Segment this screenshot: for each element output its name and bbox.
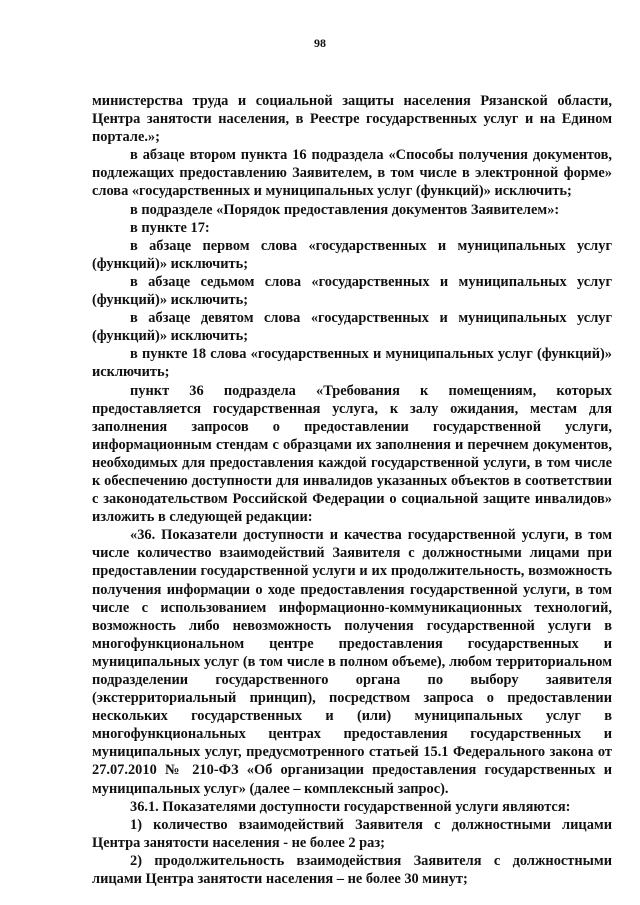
paragraph: в подразделе «Порядок предоставления документов Заявителем»:: [130, 201, 560, 218]
page-number: 98: [314, 36, 326, 50]
paragraph: в пункте 17:: [130, 219, 210, 236]
document-body: [92, 92, 612, 888]
paragraph: в абзаце девятом слова «государственных и муниципальных услуг (функций)» исключить;: [92, 310, 612, 345]
paragraph: 1) количество взаимодействий Заявителя с должностными лицами Центра занятости населения - не более 2 раз;: [92, 816, 612, 851]
paragraph: в абзаце первом слова «государственных и муниципальных услуг (функций)» исключить;: [92, 237, 612, 272]
paragraph: 36.1. Показателями доступности государственной услуги являются:: [130, 798, 571, 815]
paragraph: 2) продолжительность взаимодействия Заявителя с должностными лицами Центра занятости населения – не более 30 минут;: [92, 852, 612, 888]
paragraph: в абзаце втором пункта 16 подраздела «Способы получения документов, подлежащих предоставлению Заявителем, в том числе в электронной форме» слова «государственных и муниципальных услуг (функций)» исключить;: [92, 147, 612, 200]
paragraph: пункт 36 подраздела «Требования к помещениям, которых предоставляется государственная услуга, к залу ожидания, местам для заполнения запросов о предоставлении государственной услуги, информационным стендам с образцами их заполнения и перечнем документов, необходимых для предоставления каждой государственной услуги, в том числе к обеспечению доступности для инвалидов указанных объектов в соответствии с законодательством Российской Федерации о социальной защите инвалидов» изложить в следующей редакции:: [92, 382, 612, 526]
paragraph: в пункте 18 слова «государственных и муниципальных услуг (функций)» исключить;: [92, 346, 612, 381]
paragraph: «36. Показатели доступности и качества государственной услуги, в том числе количество взаимодействий Заявителя с должностными лицами при предоставлении государственной услуги и их продолжительность, возможность получения информации о ходе предоставления государственной услуги, в том числе с использованием информационно-коммуникационных технологий, возможность либо невозможность получения государственной услуги в многофункциональном центре предоставления государственных и муниципальных услуг (в том числе в полном объеме), любом территориальном подразделении государственного органа по выбору заявителя (экстерриториальный принцип), посредством запроса о предоставлении нескольких государственных и (или) муниципальных услуг в многофункциональных центрах предоставления государственных и муниципальных услуг, предусмотренного статьей 15.1 Федерального закона от 27.07.2010 № 210-ФЗ «Об организации предоставления государственных и муниципальных услуг» (далее – комплексный запрос).: [92, 527, 612, 797]
paragraph: в абзаце седьмом слова «государственных и муниципальных услуг (функций)» исключить;: [92, 273, 612, 309]
paragraph: министерства труда и социальной защиты населения Рязанской области, Центра занятости населения, в Реестре государственных услуг и на Едином портале.»;: [92, 93, 612, 146]
